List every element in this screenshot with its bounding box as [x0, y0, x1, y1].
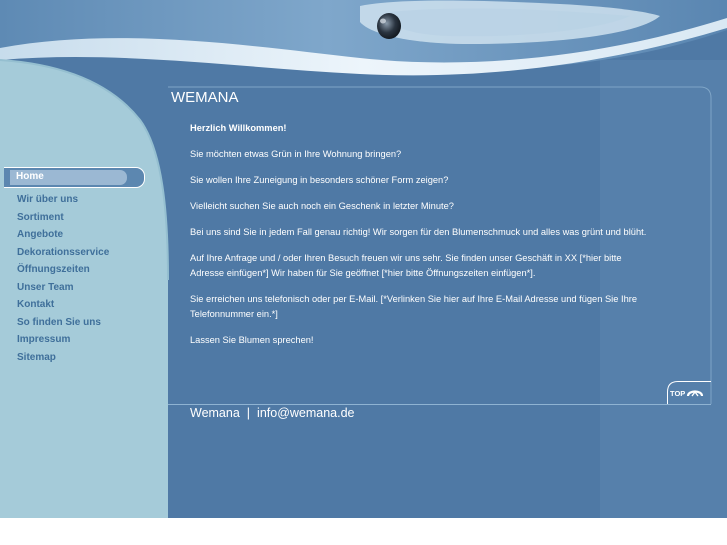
content-paragraph: Sie erreichen uns telefonisch oder per E-Mail. [*Verlinken Sie hier auf Ihre E-Mail Adresse und fügen Sie Ihre Telefonnummer ein.*] — [190, 294, 638, 319]
footer-email-link[interactable]: info@wemana.de — [257, 406, 355, 420]
nav-item-sortiment[interactable]: Sortiment — [17, 211, 64, 223]
content-paragraph: Sie wollen Ihre Zuneigung in besonders schöner Form zeigen? — [190, 175, 449, 185]
content-paragraph: Vielleicht suchen Sie auch noch ein Geschenk in letzter Minute? — [190, 201, 454, 211]
main-content — [190, 121, 655, 359]
footer-separator: | — [246, 406, 251, 420]
footer-name: Wemana — [190, 406, 240, 420]
nav-item-kontakt[interactable]: Kontakt — [17, 299, 55, 310]
nav-item-home-label: Home — [16, 171, 44, 182]
nav-item-oeffnungszeiten[interactable]: Öffnungszeiten — [17, 264, 90, 275]
nav-item-so-finden-sie-uns[interactable]: So finden Sie uns — [17, 316, 101, 328]
top-button-label: TOP — [670, 389, 686, 398]
welcome-heading: Herzlich Willkommen! — [190, 123, 287, 133]
content-paragraph: Bei uns sind Sie in jedem Fall genau richtig! Wir sorgen für den Blumenschmuck und alles was grünt und blüht. — [190, 227, 647, 237]
nav-item-sitemap[interactable]: Sitemap — [17, 351, 56, 363]
content-paragraph: Auf Ihre Anfrage und / oder Ihren Besuch freuen wir uns sehr. Sie finden unser Geschäft in XX [*hier bitte Adresse einfügen*] Wir haben für Sie geöffnet [*hier bitte Öffnungszeiten einfügen*]. — [190, 253, 622, 278]
footer — [190, 406, 355, 420]
back-to-top-button[interactable] — [667, 381, 711, 404]
nav-item-unser-team[interactable]: Unser Team — [17, 281, 74, 293]
content-paragraph: Lassen Sie Blumen sprechen! — [190, 335, 314, 345]
nav-item-wir-ueber-uns[interactable]: Wir über uns — [17, 194, 79, 205]
content-paragraph: Sie möchten etwas Grün in Ihre Wohnung bringen? — [190, 149, 402, 159]
nav-item-home[interactable] — [4, 167, 145, 188]
nav-item-impressum[interactable]: Impressum — [17, 334, 71, 345]
nav-item-angebote[interactable]: Angebote — [17, 229, 64, 240]
arrow-up-icon — [686, 386, 704, 398]
nav-item-dekorationsservice[interactable]: Dekorationsservice — [17, 246, 110, 258]
site-title: WEMANA — [171, 89, 239, 106]
